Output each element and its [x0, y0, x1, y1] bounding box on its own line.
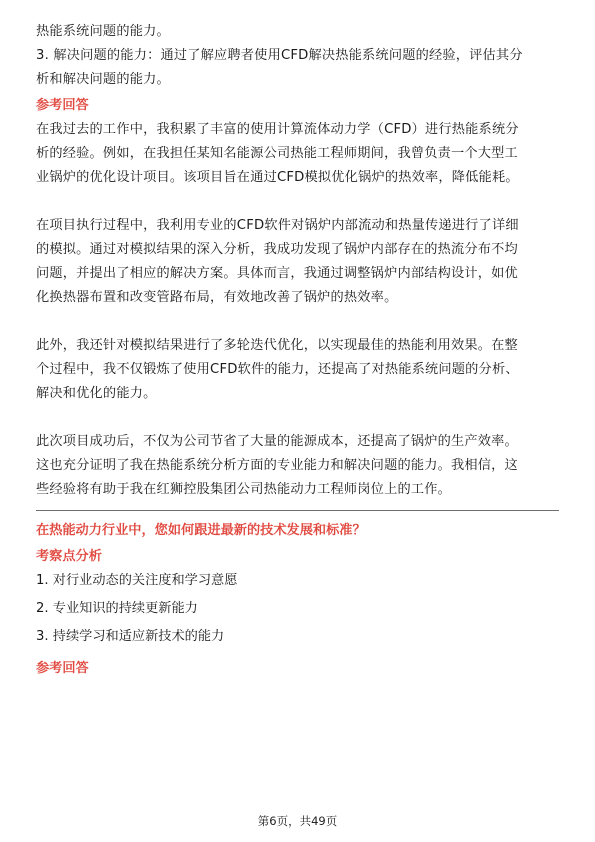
answer-paragraph [36, 334, 559, 406]
answer-paragraph [36, 118, 559, 190]
answer-line: 些经验将有助于我在红狮控股集团公司热能动力工程师岗位上的工作。 [36, 482, 452, 497]
answer-line: 化换热器布置和改变管路布局，有效地改善了锅炉的热效率。 [36, 290, 398, 305]
analysis-point: 3. 持续学习和适应新技术的能力 [36, 629, 225, 644]
answer-line: 在我过去的工作中，我积累了丰富的使用计算流体动力学（CFD）进行热能系统分 [36, 122, 519, 137]
answer-line: 的模拟。通过对模拟结果的深入分析，我成功发现了锅炉内部存在的热流分布不均 [36, 242, 518, 257]
answer-line: 解决和优化的能力。 [36, 386, 157, 401]
paragraph-gap [36, 190, 559, 214]
analysis-point: 2. 专业知识的持续更新能力 [36, 601, 198, 616]
answer-line: 个过程中，我不仅锻炼了使用CFD软件的能力，还提高了对热能系统问题的分析、 [36, 362, 519, 377]
answer-line: 在项目执行过程中，我利用专业的CFD软件对锅炉内部流动和热量传递进行了详细 [36, 218, 519, 233]
reference-answer-heading: 参考回答 [36, 661, 89, 676]
answer-paragraph [36, 214, 559, 310]
page-number: 第6页，共49页 [257, 814, 338, 828]
answer-line: 这也充分证明了我在热能系统分析方面的专业能力和解决问题的能力。我相信，这 [36, 458, 518, 473]
answer-paragraph [36, 430, 559, 502]
answer-line: 此外，我还针对模拟结果进行了多轮迭代优化，以实现最佳的热能利用效果。在整 [36, 338, 518, 353]
question-title: 在热能动力行业中，您如何跟进最新的技术发展和标准？ [36, 523, 366, 538]
section-divider [36, 510, 559, 511]
intro-line: 热能系统问题的能力。 [36, 24, 170, 39]
analysis-heading: 考察点分析 [36, 549, 102, 564]
answer-line: 问题，并提出了相应的解决方案。具体而言，我通过调整锅炉内部结构设计，如优 [36, 266, 518, 281]
answer-line: 业锅炉的优化设计项目。该项目旨在通过CFD模拟优化锅炉的热效率，降低能耗。 [36, 170, 519, 185]
intro-line: 析和解决问题的能力。 [36, 72, 170, 87]
intro-line: 3. 解决问题的能力：通过了解应聘者使用CFD解决热能系统问题的经验，评估其分 [36, 48, 523, 63]
answer-line: 析的经验。例如，在我担任某知名能源公司热能工程师期间，我曾负责一个大型工 [36, 146, 518, 161]
analysis-point: 1. 对行业动态的关注度和学习意愿 [36, 573, 238, 588]
paragraph-gap [36, 310, 559, 334]
answer-line: 此次项目成功后，不仅为公司节省了大量的能源成本，还提高了锅炉的生产效率。 [36, 434, 518, 449]
paragraph-gap [36, 406, 559, 430]
reference-answer-heading: 参考回答 [36, 98, 89, 113]
page-content [36, 20, 559, 681]
